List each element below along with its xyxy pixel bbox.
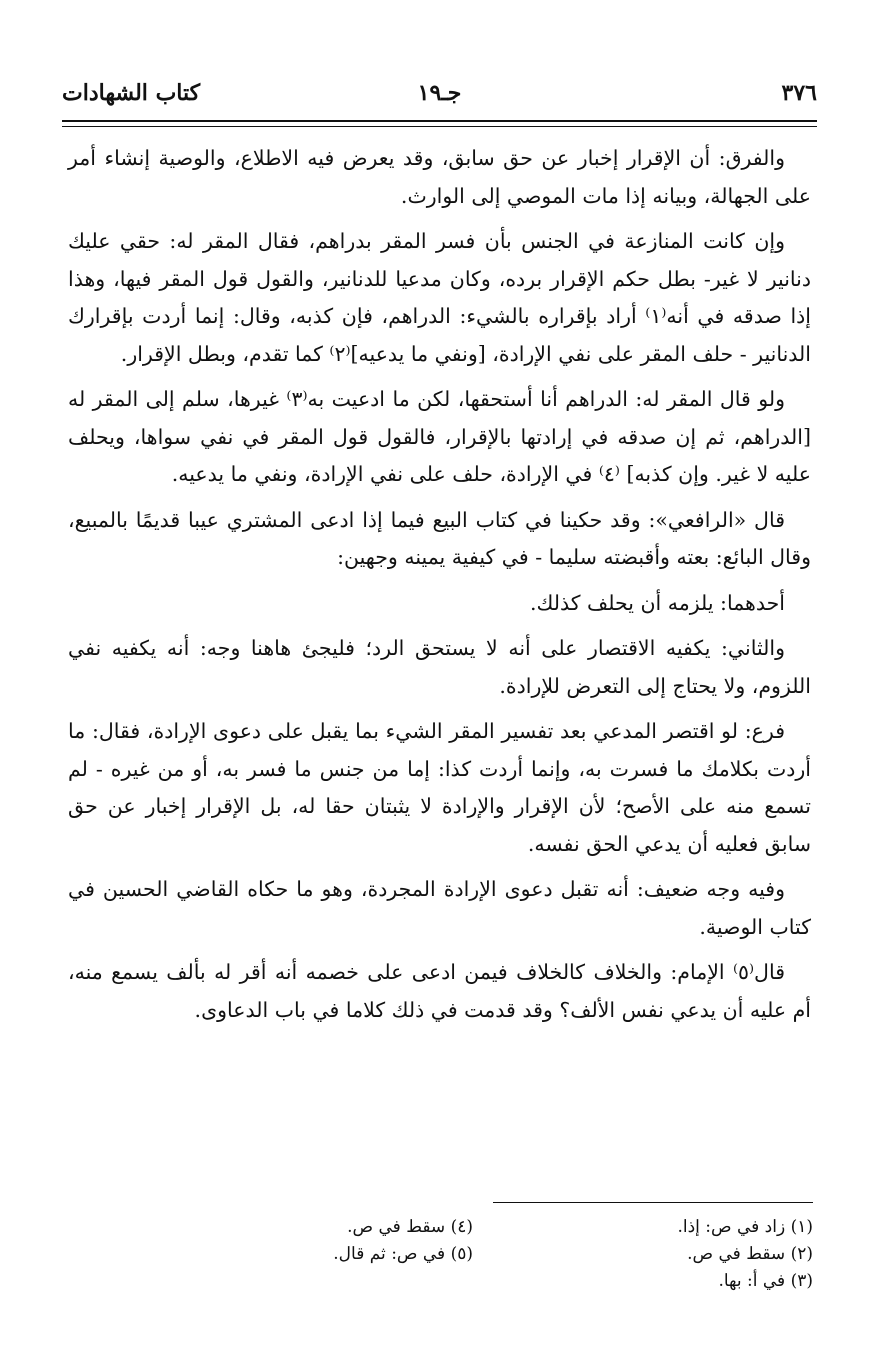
paragraph: فرع: لو اقتصر المدعي بعد تفسير المقر الشيء بما يقبل على دعوى الإرادة، فقال: ما أردت بكلامك ما فسرت به، وإنما أردت كذا: إما من جنس ما فسر به، أو من غيره - لم تسمع منه على الأصح؛ لأن الإقرار والإرادة لا يثبتان حقا له، بل الإقرار إخبار عن حق سابق فعليه أن يدعي الحق نفسه. — [68, 719, 811, 856]
book-title: كتاب الشهادات — [62, 80, 201, 106]
footnote: (٢) سقط في ص. — [687, 1244, 813, 1264]
footnote: (٣) في أ: بها. — [718, 1271, 813, 1291]
header-rule-thin — [62, 126, 817, 127]
paragraph: قال⁽٥⁾ الإمام: والخلاف كالخلاف فيمن ادعى على خصمه أنه أقر له بألف يسمع منه، أم عليه أن يدعي نفس الألف؟ وقد قدمت في ذلك كلاما في باب الدعاوى. — [68, 960, 811, 1022]
paragraph: أحدهما: يلزمه أن يحلف كذلك. — [529, 590, 785, 615]
footnote-separator — [493, 1202, 813, 1203]
paragraph: ولو قال المقر له: الدراهم أنا أستحقها، لكن ما ادعيت به⁽٣⁾ غيرها، سلم إلى المقر له [الدراهم، ثم إن صدقه في إرادتها بالإقرار، فالقول قول المقر في نفي سواها، ويحلف عليه لا غير. وإن كذبه] ⁽٤⁾ في الإرادة، حلف على نفي الإرادة، ونفي ما يدعيه. — [68, 387, 811, 486]
paragraph: والفرق: أن الإقرار إخبار عن حق سابق، وقد يعرض فيه الاطلاع، والوصية إنشاء أمر على الجهالة، وبيانه إذا مات الموصي إلى الوارث. — [68, 146, 811, 208]
volume-number: جـ١٩ — [417, 80, 462, 106]
footnote-column-right — [677, 1214, 813, 1295]
footnote-column-left — [333, 1214, 473, 1268]
paragraph: وفيه وجه ضعيف: أنه تقبل دعوى الإرادة المجردة، وهو ما حكاه القاضي الحسين في كتاب الوصية. — [68, 877, 811, 939]
paragraph: وإن كانت المنازعة في الجنس بأن فسر المقر بدراهم، فقال المقر له: حقي عليك دنانير لا غير- بطل حكم الإقرار برده، وكان مدعيا للدنانير، والقول قول المقر فيها، وهذا إذا صدقه في أنه⁽١⁾ أراد بإقراره بالشيء: الدراهم، فإن كذبه، وقال: إنما أردت بإقرارك الدنانير - حلف المقر على نفي الإرادة، [ونفي ما يدعيه]⁽٢⁾ كما تقدم، وبطل الإقرار. — [68, 229, 812, 366]
footnotes — [120, 1214, 813, 1314]
header-rule-thick — [62, 120, 817, 122]
footnote: (٥) في ص: ثم قال. — [333, 1244, 473, 1264]
running-header — [62, 80, 817, 114]
footnote: (٤) سقط في ص. — [347, 1217, 473, 1237]
main-text — [68, 140, 811, 1037]
paragraph: والثاني: يكفيه الاقتصار على أنه لا يستحق الرد؛ فليجئ هاهنا وجه: أنه يكفيه نفي اللزوم، ولا يحتاج إلى التعرض للإرادة. — [68, 636, 811, 698]
paragraph: قال «الرافعي»: وقد حكينا في كتاب البيع فيما إذا ادعى المشتري عيبا قديمًا بالمبيع، وقال البائع: بعته وأقبضته سليما - في كيفية يمينه وجهين: — [68, 507, 811, 569]
footnote: (١) زاد في ص: إذا. — [677, 1217, 813, 1237]
page-number: ٣٧٦ — [781, 80, 817, 106]
